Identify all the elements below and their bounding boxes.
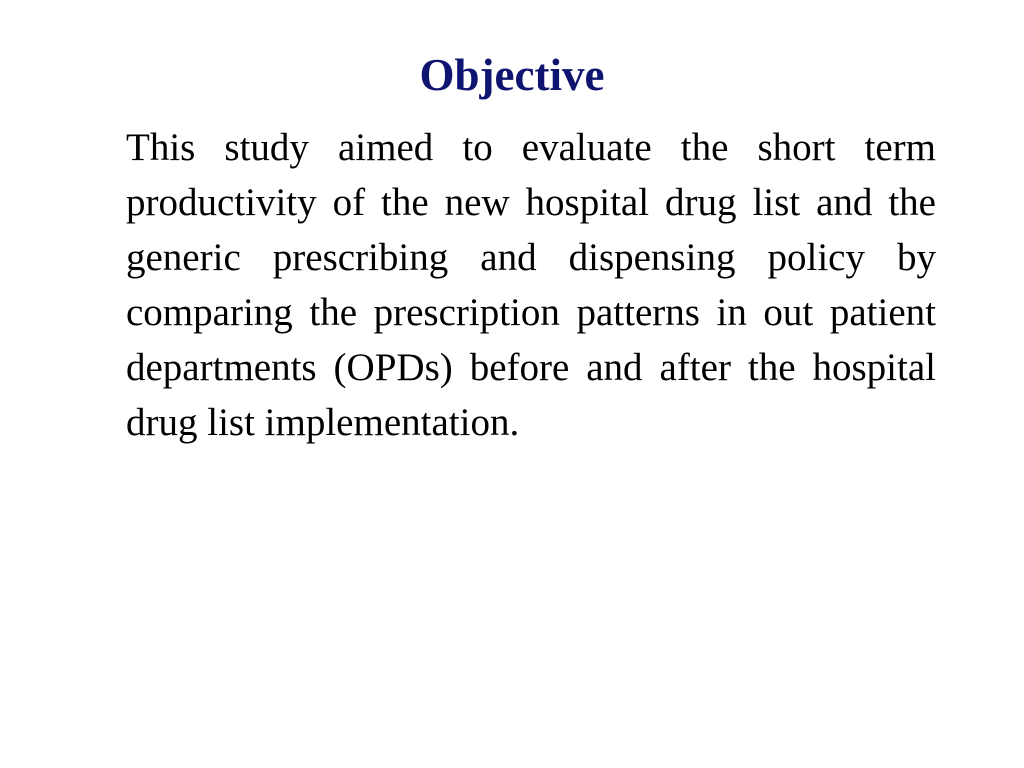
slide-title: Objective	[419, 50, 605, 100]
objective-paragraph: This study aimed to evaluate the short term productivity of the new hospital drug list and the generic prescribing and dispensing policy by comparing the prescription patterns in out patient departments (OPDs) before and after the hospital drug list implementation.	[126, 126, 936, 444]
